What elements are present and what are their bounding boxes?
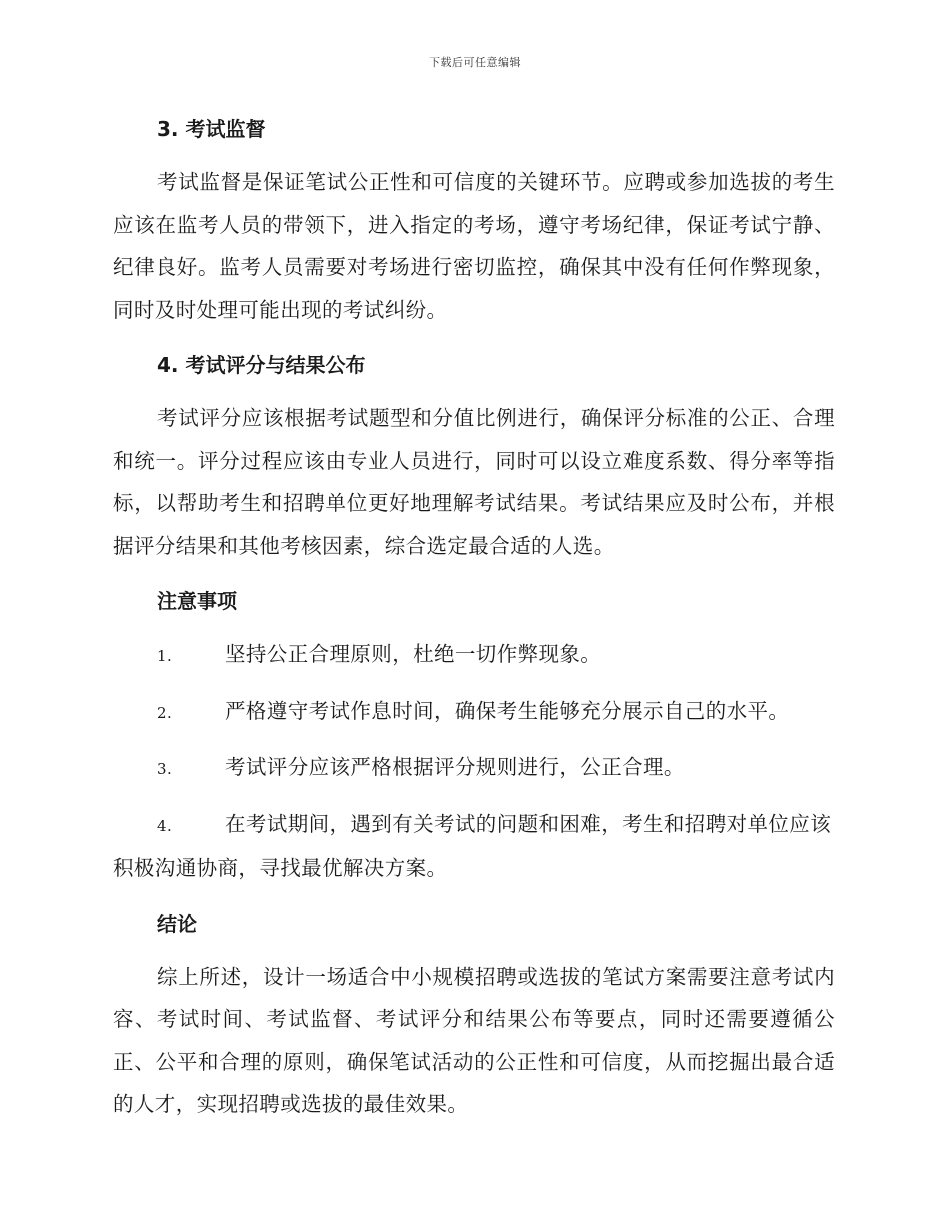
notes-heading: 注意事项 <box>157 589 237 613</box>
spacer <box>113 623 835 633</box>
list-item-number: 3. <box>157 760 173 778</box>
list-item <box>113 803 835 890</box>
list-item-text: 坚持公正合理原则，杜绝一切作弊现象。 <box>225 642 602 666</box>
spacer <box>113 387 835 397</box>
list-item-text: 在考试期间，遇到有关考试的问题和困难，考生和招聘对单位应该积极沟通协商，寻找最优解决方案。 <box>113 811 832 880</box>
section-heading-scoring-results: 4. 考试评分与结果公布 <box>157 353 366 377</box>
header-note: 下载后可任意编辑 <box>429 56 521 69</box>
list-item <box>113 633 835 678</box>
spacer <box>113 151 835 161</box>
list-item-text: 考试评分应该严格根据评分规则进行，公正合理。 <box>225 755 685 779</box>
document-body <box>113 107 835 1138</box>
list-item <box>113 690 835 735</box>
spacer <box>113 946 835 956</box>
list-item-number: 1. <box>157 647 173 665</box>
section-heading-exam-supervision: 3. 考试监督 <box>157 117 266 141</box>
conclusion-paragraph: 综上所述，设计一场适合中小规模招聘或选拔的笔试方案需要注意考试内容、考试时间、考试监督、考试评分和结果公布等要点，同时还需要遵循公正、公平和合理的原则，确保笔试活动的公正性和可信度，从而挖掘出最合适的人才，实现招聘或选拔的最佳效果。 <box>113 964 835 1116</box>
conclusion-heading: 结论 <box>157 911 197 936</box>
list-item-number: 2. <box>157 703 173 722</box>
section-paragraph-exam-supervision: 考试监督是保证笔试公正性和可信度的关键环节。应聘或参加选拔的考生应该在监考人员的带领下，进入指定的考场，遵守考场纪律，保证考试宁静、纪律良好。监考人员需要对考场进行密切监控，确保其中没有任何作弊现象，同时及时处理可能出现的考试纠纷。 <box>113 170 835 322</box>
section-paragraph-scoring-results: 考试评分应该根据考试题型和分值比例进行，确保评分标准的公正、合理和统一。评分过程应该由专业人员进行，同时可以设立难度系数、得分率等指标，以帮助考生和招聘单位更好地理解考试结果。考试结果应及时公布，并根据评分结果和其他考核因素，综合选定最合适的人选。 <box>113 406 835 558</box>
list-item-number: 4. <box>157 816 173 835</box>
list-item-text: 严格遵守考试作息时间，确保考生能够充分展示自己的水平。 <box>225 698 790 723</box>
list-item <box>113 746 835 791</box>
